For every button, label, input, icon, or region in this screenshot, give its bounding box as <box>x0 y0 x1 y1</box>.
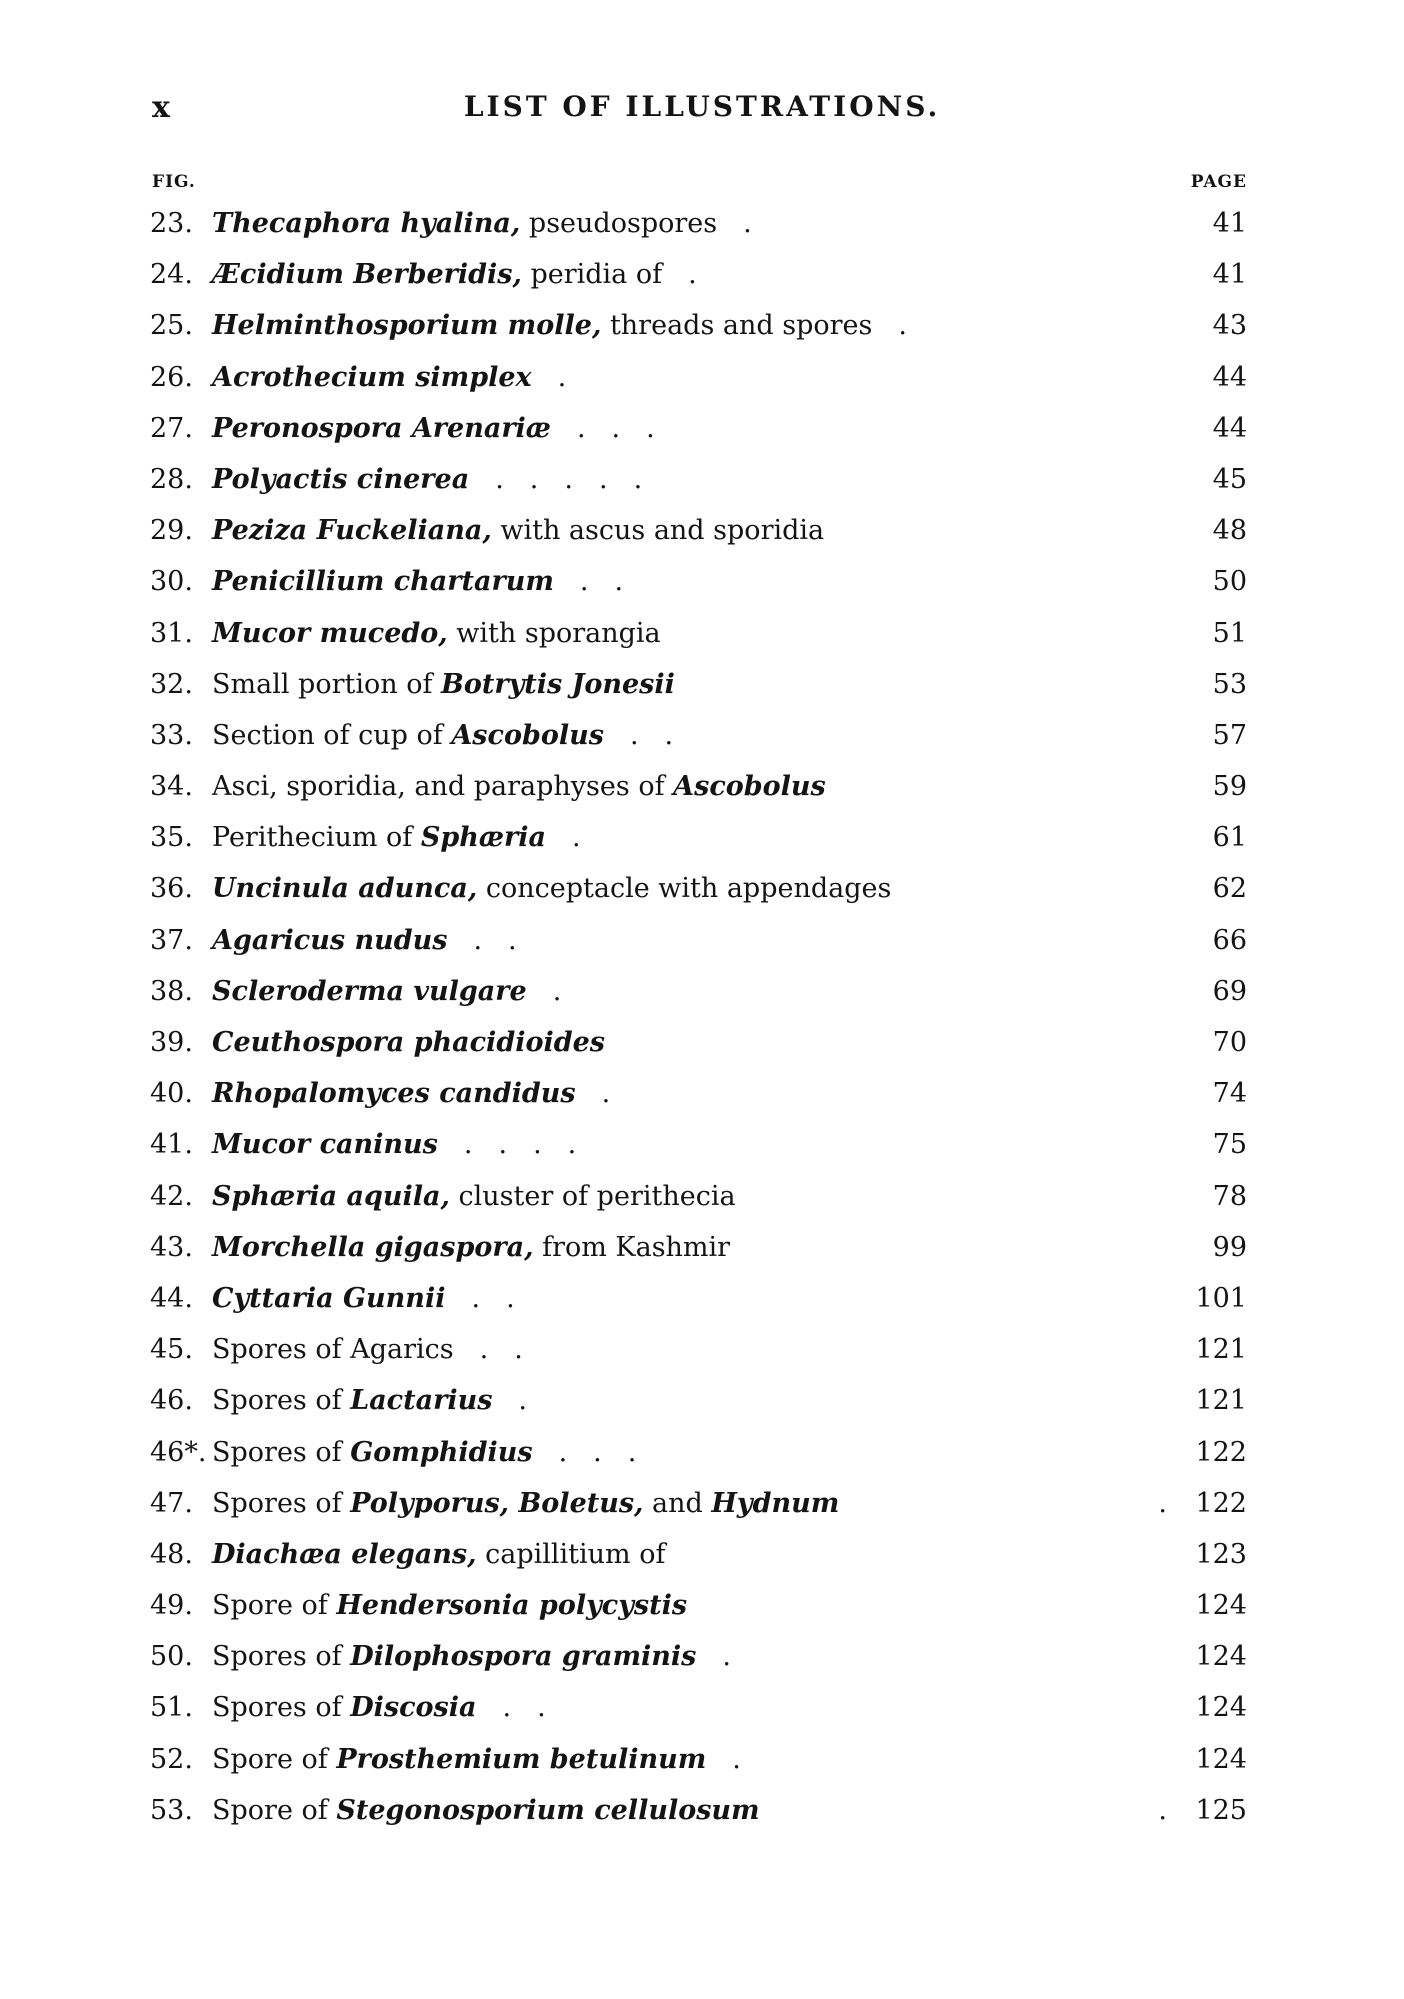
species-name: Peronospora Arenariæ <box>212 412 551 444</box>
caption-text: Spores of <box>212 1436 351 1468</box>
species-name: Stegonosporium cellulosum <box>336 1794 760 1826</box>
figure-caption <box>212 1129 576 1160</box>
species-name: Cyttaria Gunnii <box>212 1282 446 1314</box>
figure-number: 32. <box>150 668 193 700</box>
leader-dots: . <box>898 310 907 342</box>
caption-text: Perithecium of <box>212 822 421 854</box>
figure-number: 52. <box>150 1743 193 1775</box>
caption-text: conceptacle with appendages <box>477 873 892 905</box>
page-reference: 121 <box>1195 1334 1247 1366</box>
species-name: Diachæa elegans, <box>212 1538 477 1570</box>
figure-caption <box>212 259 697 290</box>
species-name: Ascobolus <box>451 719 604 751</box>
figure-number: 37. <box>150 924 193 956</box>
leader-dots: . . . <box>558 1436 637 1468</box>
list-item <box>150 198 1247 249</box>
list-item <box>150 710 1247 761</box>
list-item <box>150 812 1247 863</box>
list-item <box>150 352 1247 403</box>
figure-caption <box>212 822 581 853</box>
figure-caption <box>212 1641 731 1672</box>
leader-dots: . . <box>471 1282 515 1314</box>
species-name: Rhopalomyces candidus <box>212 1078 576 1110</box>
species-name: Prosthemium betulinum <box>336 1743 707 1775</box>
list-item <box>150 1324 1247 1375</box>
species-name: Uncinula adunca, <box>212 873 478 905</box>
list-item <box>150 1427 1247 1478</box>
figure-caption <box>212 1692 546 1723</box>
page-reference: 70 <box>1212 1027 1247 1058</box>
figure-number: 33. <box>150 719 193 751</box>
list-item <box>150 300 1247 351</box>
species-name: Acrothecium simplex <box>212 361 532 393</box>
list-item <box>150 1478 1247 1529</box>
caption-text: with sporangia <box>447 617 661 649</box>
leader-dots: . <box>572 822 581 854</box>
page-reference: 124 <box>1195 1590 1247 1622</box>
page-reference: 121 <box>1195 1385 1247 1417</box>
leader-dot: . <box>1158 1487 1167 1519</box>
species-name: Thecaphora hyalina, <box>212 208 521 239</box>
page-reference: 50 <box>1212 566 1247 598</box>
figure-number: 31. <box>150 617 193 649</box>
species-name: Mucor mucedo, <box>212 617 448 649</box>
leader-dots: . . <box>479 1334 523 1366</box>
list-item <box>150 966 1247 1017</box>
figure-caption <box>212 976 561 1007</box>
page-reference: 61 <box>1212 822 1247 854</box>
page-reference: 74 <box>1212 1078 1247 1110</box>
leader-dots: . . <box>473 924 517 956</box>
figure-caption <box>212 1334 523 1365</box>
caption-text: and <box>643 1487 712 1519</box>
species-name: Polyactis cinerea <box>212 463 470 495</box>
figure-caption <box>212 515 824 546</box>
caption-text: cluster of perithecia <box>449 1180 736 1212</box>
figure-number: 47. <box>150 1487 193 1519</box>
page-reference: 41 <box>1212 208 1247 239</box>
figure-caption <box>212 1590 687 1621</box>
page-reference: 62 <box>1212 873 1247 905</box>
species-name: Gomphidius <box>350 1436 533 1468</box>
species-name: Dilophospora graminis <box>350 1641 697 1673</box>
leader-dots: . . . . <box>463 1129 577 1161</box>
figure-caption <box>212 1385 527 1416</box>
list-item <box>150 1171 1247 1222</box>
leader-dots: . <box>743 208 752 239</box>
leader-dots: . <box>688 259 697 291</box>
species-name: Botrytis Jonesii <box>441 668 675 700</box>
figure-caption <box>212 1744 741 1775</box>
page-reference: 59 <box>1212 771 1247 803</box>
figure-number: 51. <box>150 1692 193 1724</box>
figure-caption <box>212 1181 736 1212</box>
list-item <box>150 1119 1247 1170</box>
list-item <box>150 505 1247 556</box>
list-item <box>150 915 1247 966</box>
caption-text: Spore of <box>212 1743 337 1775</box>
species-name: Ascobolus <box>673 771 826 803</box>
figure-number: 30. <box>150 566 193 598</box>
caption-text: Spore of <box>212 1590 337 1622</box>
page-reference: 44 <box>1212 361 1247 393</box>
figure-caption <box>212 566 623 597</box>
page-reference: 124 <box>1195 1692 1247 1724</box>
figure-number: 24. <box>150 259 193 291</box>
list-item <box>150 1580 1247 1631</box>
figure-caption <box>212 771 826 802</box>
caption-text: Spores of <box>212 1692 351 1724</box>
figure-number: 49. <box>150 1590 193 1622</box>
caption-text: Spores of <box>212 1487 351 1519</box>
page-reference: 124 <box>1195 1743 1247 1775</box>
figure-caption <box>212 720 673 751</box>
figure-caption <box>212 1078 610 1109</box>
page-reference: 48 <box>1212 515 1247 547</box>
figure-caption <box>212 464 642 495</box>
page-reference: 44 <box>1212 412 1247 444</box>
page-reference: 51 <box>1212 617 1247 649</box>
page-reference: 57 <box>1212 719 1247 751</box>
species-name: Discosia <box>350 1692 477 1724</box>
page-reference: 66 <box>1212 924 1247 956</box>
figure-number: 25. <box>150 310 193 342</box>
figure-number: 26. <box>150 361 193 393</box>
figure-number: 40. <box>150 1078 193 1110</box>
caption-text: Asci, sporidia, and paraphyses of <box>212 771 674 803</box>
figure-number: 39. <box>150 1027 193 1058</box>
figure-caption <box>212 1795 760 1826</box>
figure-caption <box>212 1283 515 1314</box>
caption-text: Spores of <box>212 1385 351 1417</box>
leader-dots: . . <box>629 719 674 751</box>
page-reference: 123 <box>1195 1538 1247 1570</box>
page-number: x <box>152 90 171 125</box>
list-item <box>150 1017 1247 1068</box>
list-item <box>150 249 1247 300</box>
figure-number: 35. <box>150 822 193 854</box>
list-item <box>150 1375 1247 1426</box>
list-item <box>150 761 1247 812</box>
list-item <box>150 556 1247 607</box>
figure-number: 34. <box>150 771 193 803</box>
figure-caption <box>212 1539 665 1570</box>
figure-caption <box>212 208 752 239</box>
leader-dots: . <box>722 1641 731 1673</box>
species-name: Scleroderma vulgare <box>212 975 527 1007</box>
figure-number: 27. <box>150 412 193 444</box>
species-name: Polyporus, Boletus, <box>350 1487 644 1519</box>
list-item <box>150 1529 1247 1580</box>
species-name: Mucor caninus <box>212 1129 438 1161</box>
species-name: Agaricus nudus <box>212 924 448 956</box>
running-head-title: LIST OF ILLUSTRATIONS. <box>463 90 941 123</box>
page-reference: 125 <box>1195 1794 1247 1826</box>
caption-text: from Kashmir <box>533 1231 731 1263</box>
caption-text: pseudospores <box>520 208 718 239</box>
figure-number: 44. <box>150 1282 193 1314</box>
list-item <box>150 608 1247 659</box>
species-name: Sphæria aquila, <box>212 1180 450 1212</box>
species-name: Ceuthospora phacidioides <box>212 1027 605 1058</box>
list-item <box>150 454 1247 505</box>
figure-number: 46*. <box>150 1436 207 1468</box>
illustration-list <box>150 198 1247 1836</box>
list-item <box>150 1631 1247 1682</box>
figure-number: 29. <box>150 515 193 547</box>
figure-caption <box>212 413 655 444</box>
figure-number: 28. <box>150 463 193 495</box>
figure-caption <box>212 669 675 700</box>
figure-number: 38. <box>150 975 193 1007</box>
figure-caption <box>212 1232 730 1263</box>
page-reference: 45 <box>1212 463 1247 495</box>
list-item <box>150 1273 1247 1324</box>
figure-number: 36. <box>150 873 193 905</box>
species-name: Sphæria <box>420 822 546 854</box>
figure-caption <box>212 362 566 393</box>
leader-dots: . . . . . <box>495 463 643 495</box>
caption-text: Spores of <box>212 1641 351 1673</box>
caption-text: Spore of <box>212 1794 337 1826</box>
figure-caption <box>212 618 661 649</box>
figure-caption <box>212 1027 605 1058</box>
caption-text: threads and spores <box>601 310 873 342</box>
figure-number: 53. <box>150 1794 193 1826</box>
figure-caption <box>212 1437 636 1468</box>
leader-dots: . <box>732 1743 741 1775</box>
page-reference: 101 <box>1195 1282 1247 1314</box>
list-item <box>150 1222 1247 1273</box>
page-reference: 43 <box>1212 310 1247 342</box>
leader-dots: . <box>552 975 562 1007</box>
caption-text: Small portion of <box>212 668 442 700</box>
page-reference: 99 <box>1212 1231 1247 1263</box>
figure-number: 46. <box>150 1385 193 1417</box>
figure-number: 42. <box>150 1180 193 1212</box>
species-name: Penicillium chartarum <box>212 566 554 598</box>
figure-number: 23. <box>150 208 193 239</box>
figure-caption <box>212 873 891 904</box>
caption-text: with ascus and sporidia <box>491 515 825 547</box>
figure-number: 48. <box>150 1538 193 1570</box>
page-reference: 122 <box>1195 1487 1247 1519</box>
list-item <box>150 403 1247 454</box>
figure-number: 41. <box>150 1129 193 1161</box>
species-name: Hendersonia polycystis <box>336 1590 688 1622</box>
species-name: Æcidium Berberidis, <box>212 259 522 291</box>
figure-number: 50. <box>150 1641 193 1673</box>
figure-number: 45. <box>150 1334 193 1366</box>
list-item <box>150 659 1247 710</box>
page-reference: 75 <box>1212 1129 1247 1161</box>
list-item <box>150 1682 1247 1733</box>
species-name: Peziza Fuckeliana, <box>212 515 492 547</box>
caption-text: Spores of Agarics <box>212 1334 454 1366</box>
page-reference: 78 <box>1212 1180 1247 1212</box>
species-name: Hydnum <box>711 1487 840 1519</box>
leader-dot: . <box>1158 1794 1167 1826</box>
list-item <box>150 863 1247 914</box>
page-column-header: PAGE <box>1190 172 1247 192</box>
leader-dots: . . . <box>576 412 655 444</box>
species-name: Helminthosporium molle, <box>212 310 602 342</box>
figure-number: 43. <box>150 1231 193 1263</box>
list-item <box>150 1734 1247 1785</box>
page-reference: 124 <box>1195 1641 1247 1673</box>
fig-column-header: FIG. <box>152 172 196 192</box>
page-reference: 53 <box>1212 668 1247 700</box>
species-name: Morchella gigaspora, <box>212 1231 534 1263</box>
list-item <box>150 1068 1247 1119</box>
species-name: Lactarius <box>350 1385 493 1417</box>
caption-text: capillitium of <box>476 1538 666 1570</box>
caption-text: Section of cup of <box>212 719 452 751</box>
page-reference: 122 <box>1195 1436 1247 1468</box>
list-item <box>150 1785 1247 1836</box>
figure-caption <box>212 310 907 341</box>
leader-dots: . <box>601 1078 611 1110</box>
leader-dots: . . <box>502 1692 546 1724</box>
page-reference: 69 <box>1212 975 1247 1007</box>
leader-dots: . <box>557 361 567 393</box>
caption-text: peridia of <box>521 259 663 291</box>
page-reference: 41 <box>1212 259 1247 291</box>
figure-caption <box>212 1488 839 1519</box>
leader-dots: . <box>518 1385 527 1417</box>
figure-caption <box>212 925 517 956</box>
leader-dots: . . <box>579 566 624 598</box>
